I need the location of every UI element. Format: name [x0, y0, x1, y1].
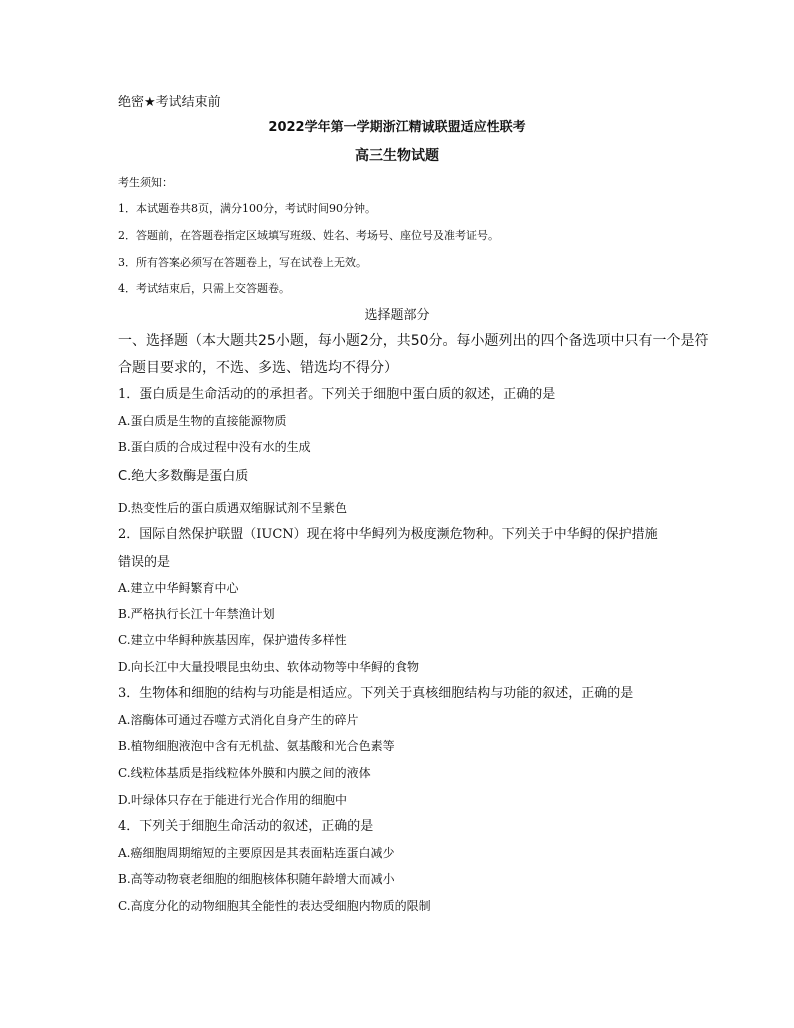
section-instructions: 合题目要求的，不选、多选、错选均不得分） [118, 360, 398, 376]
question-stem: 4．下列关于细胞生命活动的叙述，正确的是 [118, 819, 374, 834]
answer-option: B.植物细胞液泡中含有无机盐、氨基酸和光合色素等 [118, 739, 395, 753]
confidential-label: 绝密★考试结束前 [118, 95, 221, 110]
answer-option: C.绝大多数酶是蛋白质 [118, 469, 249, 484]
question-stem: 1．蛋白质是生命活动的的承担者。下列关于细胞中蛋白质的叙述，正确的是 [118, 387, 556, 402]
answer-option: D.向长江中大量投喂昆虫幼虫、软体动物等中华鲟的食物 [118, 660, 420, 674]
answer-option: B.严格执行长江十年禁渔计划 [118, 607, 275, 621]
section-title: 选择题部分 [364, 308, 430, 323]
answer-option: A.建立中华鲟繁育中心 [118, 581, 239, 595]
question-stem: 3．生物体和细胞的结构与功能是相适应。下列关于真核细胞结构与功能的叙述，正确的是 [118, 686, 634, 701]
exam-title: 2022学年第一学期浙江精诚联盟适应性联考 [268, 120, 526, 135]
answer-option: C.建立中华鲟种族基因库，保护遗传多样性 [118, 633, 347, 647]
notice-item: 2．答题前，在答题卷指定区域填写班级、姓名、考场号、座位号及准考证号。 [118, 229, 499, 242]
answer-option: D.热变性后的蛋白质遇双缩脲试剂不呈紫色 [118, 501, 348, 515]
answer-option: A.溶酶体可通过吞噬方式消化自身产生的碎片 [118, 713, 359, 727]
subject-title: 高三生物试题 [355, 148, 439, 164]
question-stem: 2．国际自然保护联盟（IUCN）现在将中华鲟列为极度濒危物种。下列关于中华鲟的保护措施 [118, 527, 658, 542]
answer-option: B.蛋白质的合成过程中没有水的生成 [118, 440, 311, 454]
answer-option: A.蛋白质是生物的直接能源物质 [118, 414, 287, 428]
answer-option: A.癌细胞周期缩短的主要原因是其表面粘连蛋白减少 [118, 846, 395, 860]
answer-option: C.线粒体基质是指线粒体外膜和内膜之间的液体 [118, 766, 371, 780]
answer-option: D.叶绿体只存在于能进行光合作用的细胞中 [118, 793, 348, 807]
answer-option: B.高等动物衰老细胞的细胞核体积随年龄增大而减小 [118, 872, 395, 886]
question-stem: 错误的是 [118, 555, 171, 570]
answer-option: C.高度分化的动物细胞其全能性的表达受细胞内物质的限制 [118, 899, 431, 913]
notice-item: 4．考试结束后，只需上交答题卷。 [118, 282, 290, 295]
notice-item: 3．所有答案必须写在答题卷上，写在试卷上无效。 [118, 256, 367, 269]
notice-heading: 考生须知： [118, 176, 173, 189]
notice-item: 1．本试题卷共8页，满分100分，考试时间90分钟。 [118, 202, 376, 215]
section-instructions: 一、选择题（本大题共25小题，每小题2分，共50分。每小题列出的四个备选项中只有一个是符 [118, 333, 709, 349]
